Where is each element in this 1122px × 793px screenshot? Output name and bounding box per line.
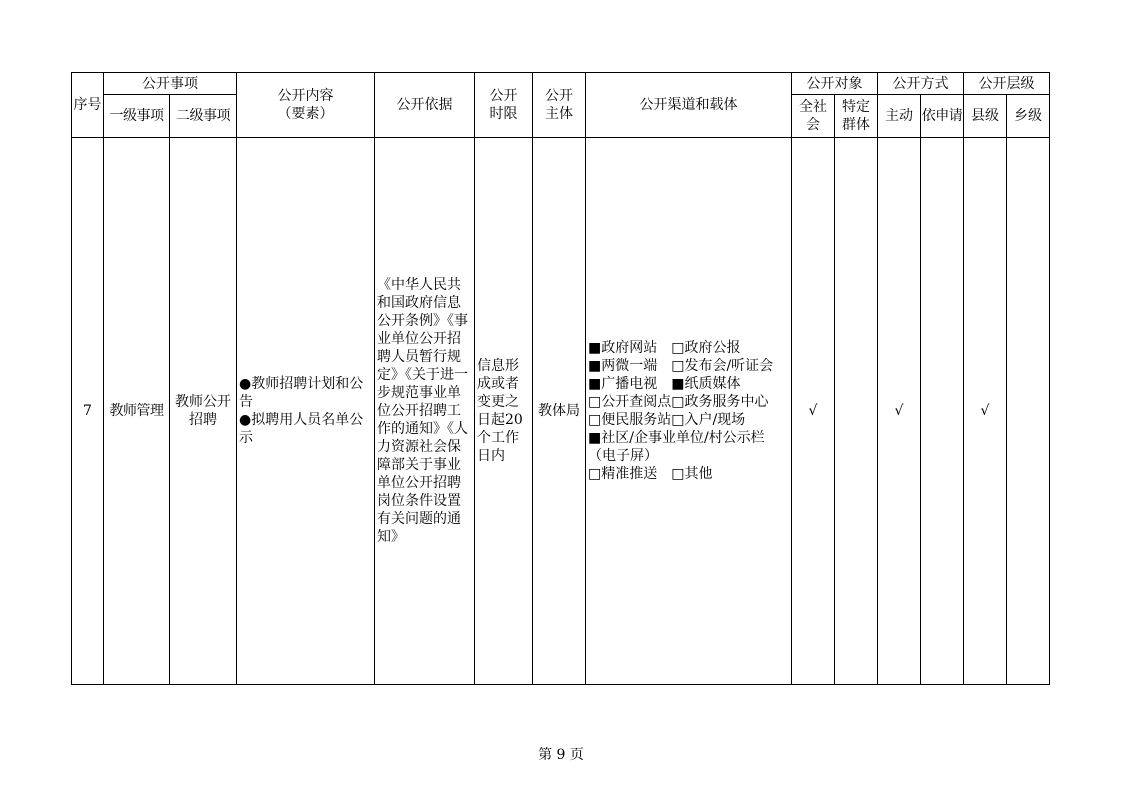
header-mode-active: 主动 xyxy=(878,95,921,138)
row-level-county: √ xyxy=(964,138,1007,685)
row-mode-active: √ xyxy=(878,138,921,685)
row-content xyxy=(237,138,375,685)
row-subject: 教体局 xyxy=(533,138,586,685)
header-level-county: 县级 xyxy=(964,95,1007,138)
header-subject-line2: 主体 xyxy=(545,106,573,122)
channel-line: ■社区/企事业单位/村公示栏（电子屏） xyxy=(588,430,765,464)
channel-line: ■两微一端 □发布会/听证会 xyxy=(588,358,774,374)
header-level-township: 乡级 xyxy=(1007,95,1050,138)
channel-line: □公开查阅点□政务服务中心 xyxy=(588,394,769,410)
row-content-item-1: ●教师招聘计划和公告 xyxy=(239,376,364,410)
row-channels xyxy=(586,138,792,685)
row-seq: 7 xyxy=(72,138,104,685)
header-content xyxy=(237,73,375,138)
header-time-limit-line2: 时限 xyxy=(489,106,518,122)
row-audience-all: √ xyxy=(792,138,835,685)
channel-line: □便民服务站□入户/现场 xyxy=(588,412,746,428)
row-mode-request xyxy=(921,138,964,685)
header-mode-request: 依申请 xyxy=(921,95,964,138)
row-level2: 教师公开招聘 xyxy=(170,138,237,685)
channel-line: □精准推送 □其他 xyxy=(588,466,713,482)
row-audience-specific xyxy=(835,138,878,685)
header-basis: 公开依据 xyxy=(375,73,475,138)
header-level: 公开层级 xyxy=(964,73,1050,95)
row-level1: 教师管理 xyxy=(104,138,170,685)
page-number: 第 9 页 xyxy=(538,747,584,763)
row-content-item-2: ●拟聘用人员名单公示 xyxy=(239,412,364,446)
header-row-1 xyxy=(72,73,1050,95)
channel-line: ■政府网站 □政府公报 xyxy=(588,340,741,356)
header-item-level1: 一级事项 xyxy=(104,95,170,138)
header-item-level2: 二级事项 xyxy=(170,95,237,138)
header-seq: 序号 xyxy=(72,73,104,138)
channel-line: ■广播电视 ■纸质媒体 xyxy=(588,376,741,392)
header-audience-all: 全社会 xyxy=(792,95,835,138)
header-subject xyxy=(533,73,586,138)
header-time-limit xyxy=(475,73,533,138)
header-time-limit-line1: 公开 xyxy=(489,88,518,104)
header-item: 公开事项 xyxy=(104,73,237,95)
header-subject-line1: 公开 xyxy=(545,88,573,104)
header-content-line1: 公开内容 xyxy=(277,88,334,104)
header-channel: 公开渠道和载体 xyxy=(586,73,792,138)
row-level-township xyxy=(1007,138,1050,685)
header-mode: 公开方式 xyxy=(878,73,964,95)
header-audience-specific: 特定群体 xyxy=(835,95,878,138)
row-basis: 《中华人民共和国政府信息公开条例》《事业单位公开招聘人员暂行规定》《关于进一步规范事业单位公开招聘工作的通知》《人力资源社会保障部关于事业单位公开招聘岗位条件设置有关问题的通知》 xyxy=(375,138,475,685)
row-time-limit: 信息形成或者变更之日起20个工作日内 xyxy=(475,138,533,685)
disclosure-table xyxy=(71,72,1050,685)
header-audience: 公开对象 xyxy=(792,73,878,95)
header-content-line2: （要素） xyxy=(277,106,334,122)
table-row xyxy=(72,138,1050,685)
